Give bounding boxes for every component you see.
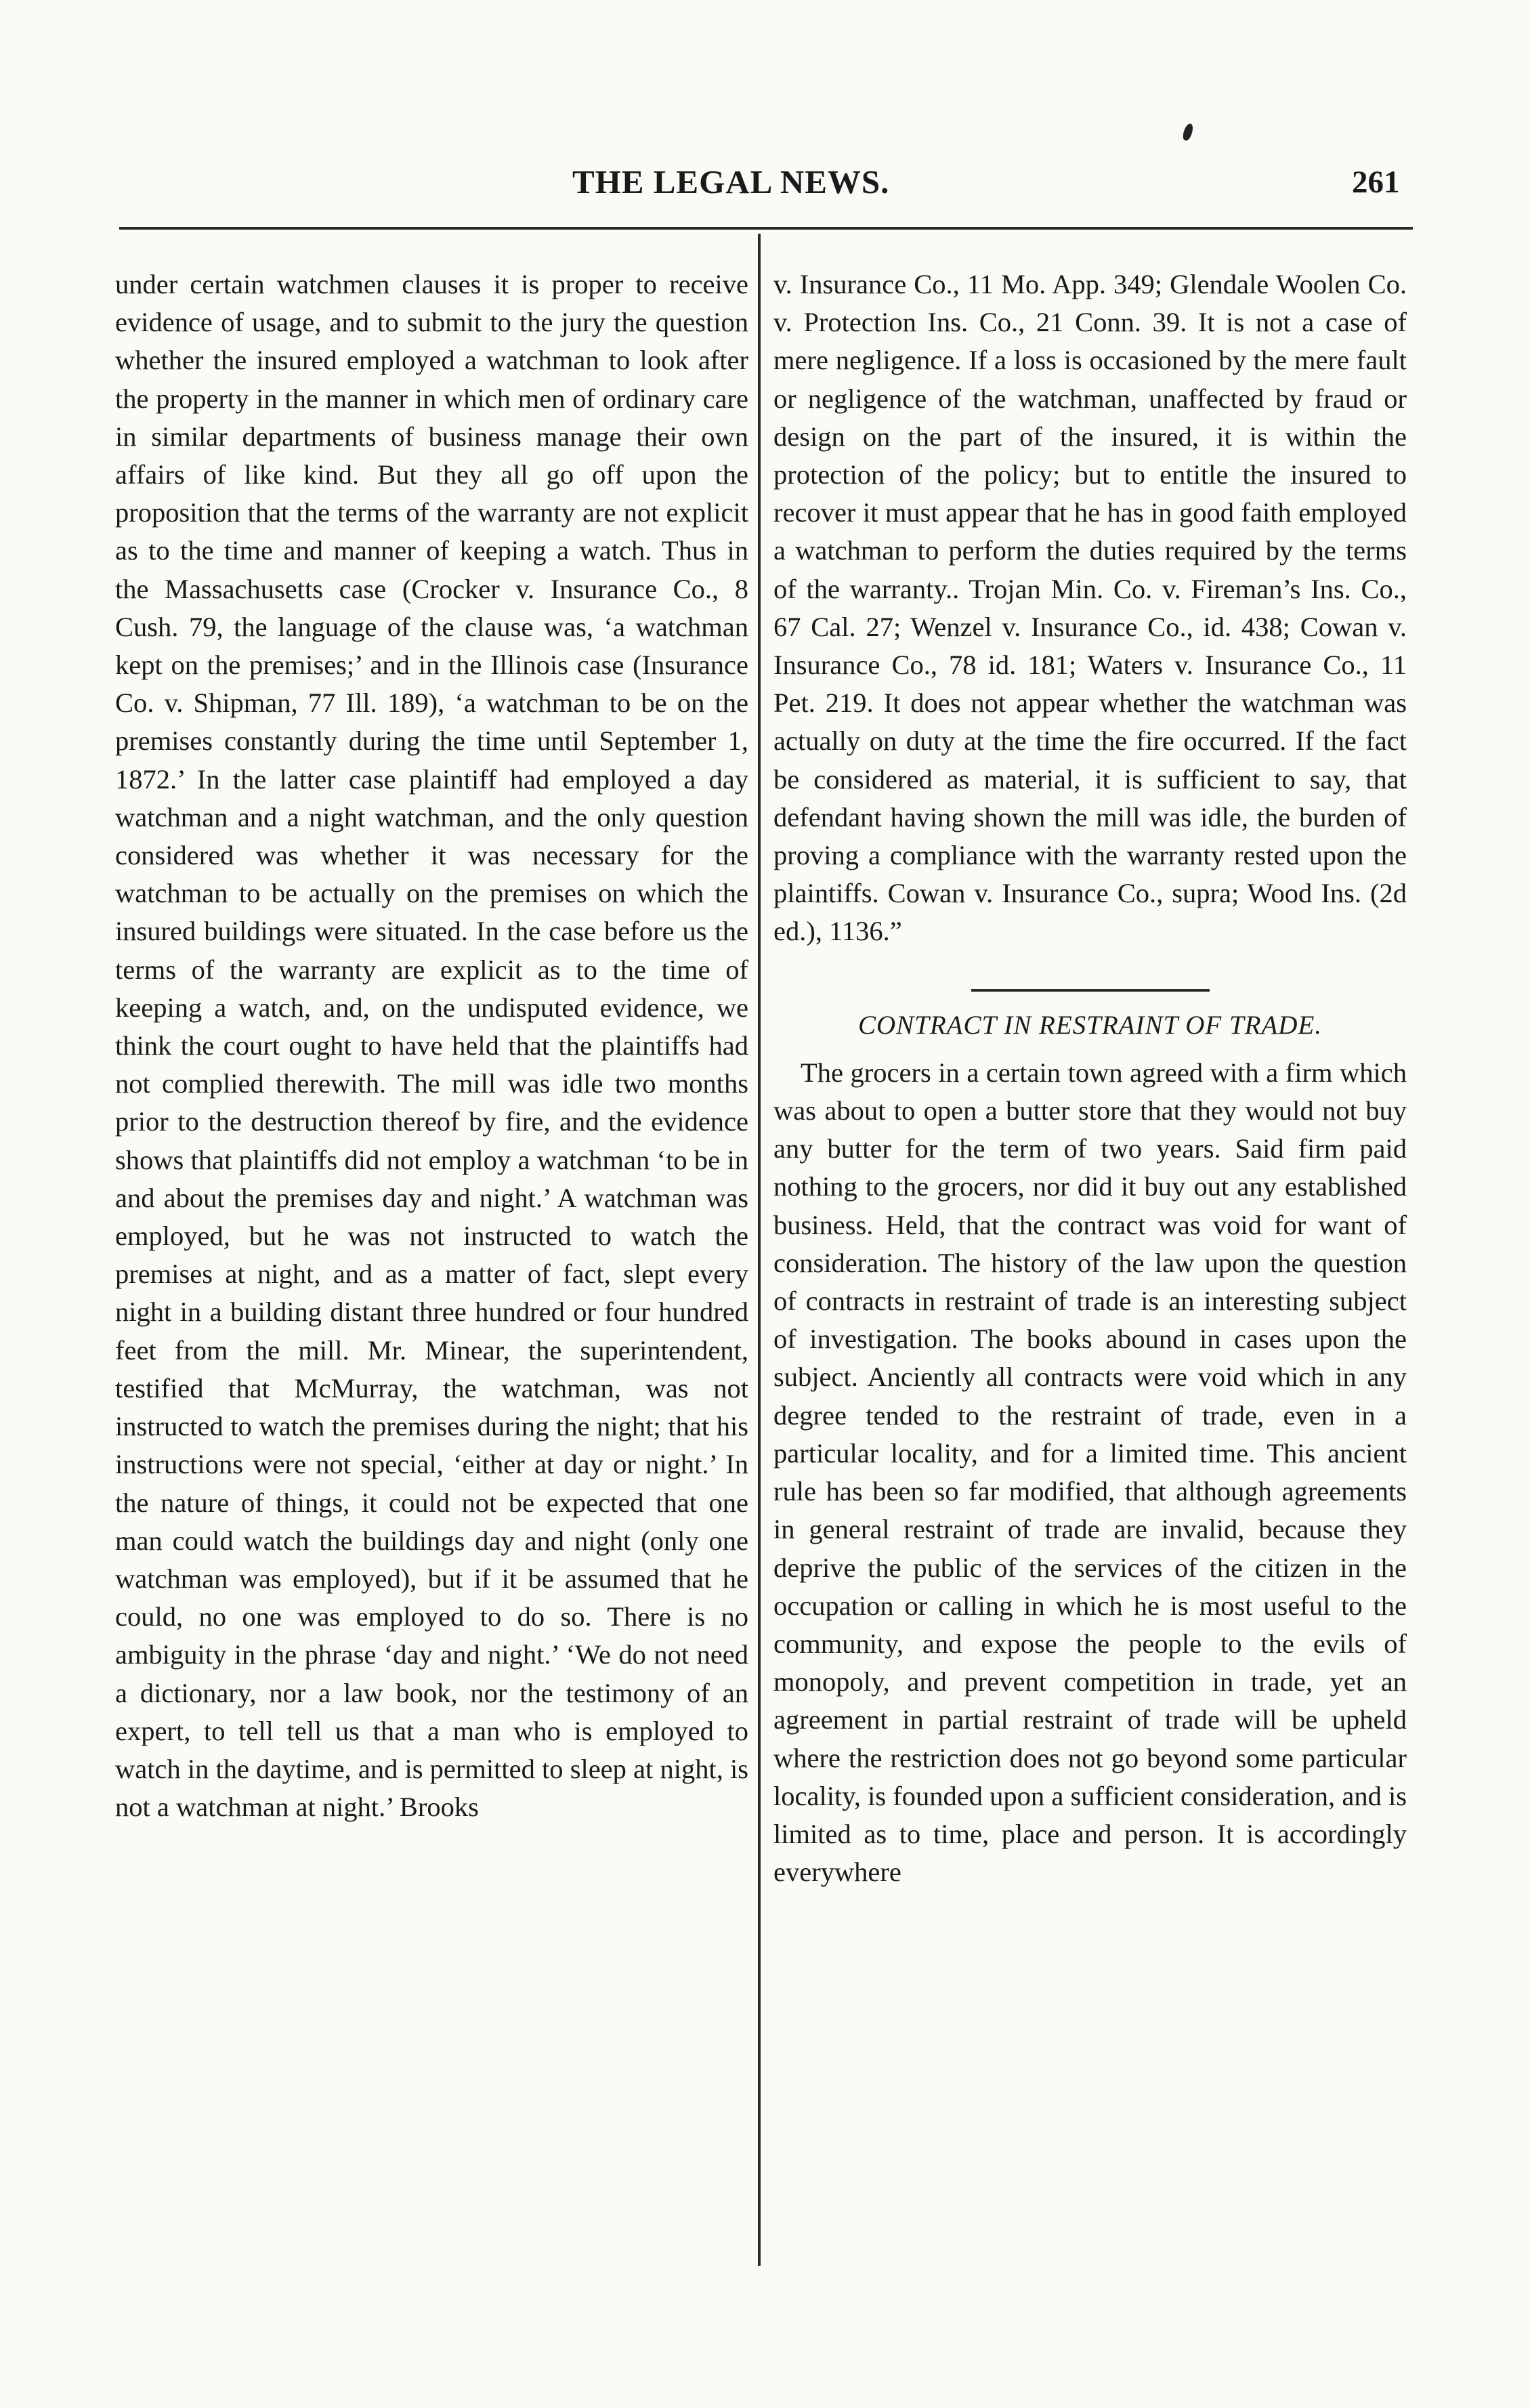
section-body: The grocers in a certain town agreed with a firm which was about to open a butter store that they would not buy any butter for the term of two years. Said firm paid nothing to the grocers, nor did it buy out any established business. Held, that the contract was void for want of consideration. The history of the law upon the question of contracts in restraint of trade is an interesting subject of investigation. The books abound in cases upon the subject. Anciently all contracts were void which in any degree tended to the restraint of trade, even in a particular locality, and for a limited time. This ancient rule has been so far modified, that although agreements in general restraint of trade are invalid, because they deprive the public of the services of the citizen in the occupation or calling in which he is most useful to the community, and expose the people to the evils of monopoly, and prevent competition in trade, yet an agreement in partial restraint of trade will be upheld where the restriction does not go beyond some particular locality, is founded upon a sufficient consideration, and is limited as to time, place and person. It is accordingly everywhere [773,1057,1407,1888]
left-column-text: under certain watchmen clauses it is proper to receive evidence of usage, and to submit to the jury the question whether the insured employed a watchman to look after the property in the manner in which men of ordinary care in similar departments of business manage their own affairs of like kind. But they all go off upon the proposition that the terms of the warranty are not explicit as to the time and manner of keeping a watch. Thus in the Massachusetts case (Crocker v. Insurance Co., 8 Cush. 79, the language of the clause was, ‘a watchman kept on the premises;’ and in the Illinois case (Insurance Co. v. Shipman, 77 Ill. 189), ‘a watchman to be on the premises constantly during the time until September 1, 1872.’ In the latter case plaintiff had employed a day watchman and a night watchman, and the only question considered was whether it was necessary for the watchman to be actually on the premises on which the insured buildings were situated. In the case before us the terms of the warranty are explicit as to the time of keeping a watch, and, on the undisputed evidence, we think the court ought to have held that the plaintiffs had not complied therewith. The mill was idle two months prior to the destruction thereof by fire, and the evidence shows that plaintiffs did not employ a watchman ‘to be in and about the premises day and night.’ A watchman was employed, but he was not instructed to watch the premises at night, and as a matter of fact, slept every night in a building distant three hundred or four hundred feet from the mill. Mr. Minear, the superintendent, testified that McMurray, the watchman, was not instructed to watch the premises during the night; that his instructions were not special, ‘either at day or night.’ In the nature of things, it could not be expected that one man could watch the buildings day and night (only one watchman was employed), but if it be assumed that he could, no one was employed to do so. There is no ambiguity in the phrase ‘day and night.’ ‘We do not need a dictionary, nor a law book, nor the testimony of an expert, to tell tell us that a man who is employed to watch in the daytime, and is permitted to sleep at night, is not a watchman at night.’ Brooks [115,269,748,1823]
column-divider [758,234,761,2266]
header-rule [119,227,1413,230]
page-header [0,159,1530,213]
right-column-continuation: v. Insurance Co., 11 Mo. App. 349; Glendale Woolen Co. v. Protection Ins. Co., 21 Conn. 39. It is not a case of mere negligence. If a loss is occasioned by the mere fault or negligence of the watchman, unaffected by fraud or design on the part of the insured, it is within the protection of the policy; but to entitle the insured to recover it must appear that he has in good faith employed a watchman to perform the duties required by the terms of the warranty.. Trojan Min. Co. v. Fireman’s Ins. Co., 67 Cal. 27; Wenzel v. Insurance Co., id. 438; Cowan v. Insurance Co., 78 id. 181; Waters v. Insurance Co., 11 Pet. 219. It does not appear whether the watchman was actually on duty at the time the fire occurred. If the fact be considered as material, it is sufficient to say, that defendant having shown the mill was idle, the burden of proving a compliance with the warranty rested upon the plaintiffs. Cowan v. Insurance Co., supra; Wood Ins. (2d ed.), 1136.” [773,269,1407,947]
section-rule [971,989,1210,992]
left-column [115,266,748,1826]
page-title: THE LEGAL NEWS. [572,163,890,200]
ink-mark [1181,123,1194,142]
page-number: 261 [1352,165,1400,200]
right-column [773,266,1407,1891]
section-heading: CONTRACT IN RESTRAINT OF TRADE. [857,1010,1323,1040]
